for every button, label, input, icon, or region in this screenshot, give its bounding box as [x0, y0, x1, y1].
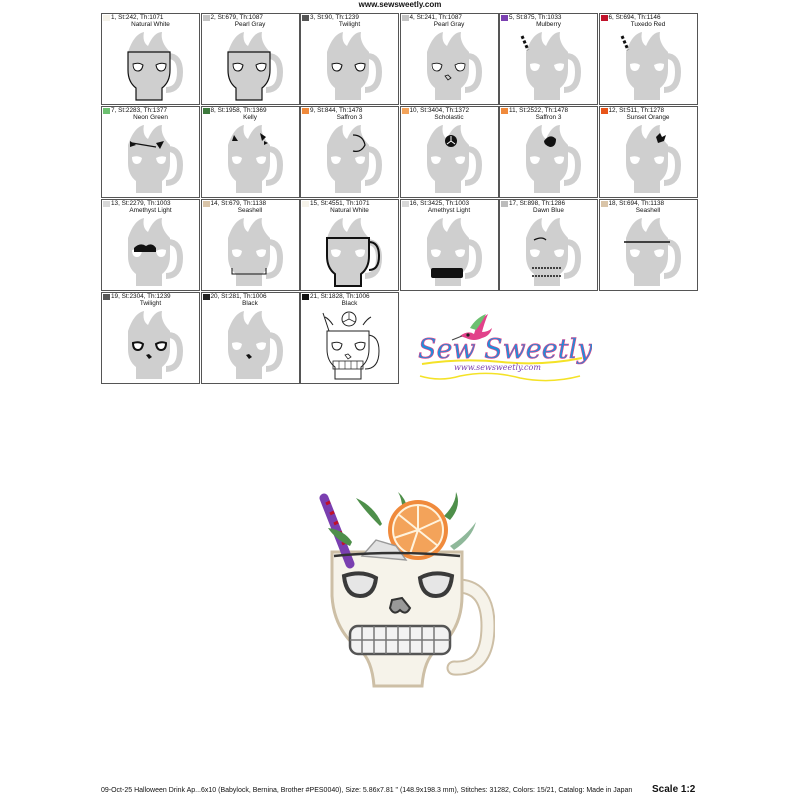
step-preview-icon [514, 121, 584, 197]
logo-url-text: www.sewsweetly.com [454, 363, 541, 372]
thread-color-name: Sunset Orange [626, 114, 670, 121]
site-url: www.sewsweetly.com [358, 0, 442, 9]
step-preview-icon [315, 214, 385, 290]
color-step-cell [400, 13, 499, 105]
color-step-cell [300, 106, 399, 198]
step-preview-icon [614, 121, 684, 197]
color-step-cell [101, 106, 200, 198]
color-step-cell [599, 106, 698, 198]
step-stitch-info: 4, St:241, Th:1087 [409, 14, 462, 21]
thread-color-name: Twilight [139, 300, 162, 307]
step-preview-icon [116, 121, 186, 197]
step-stitch-info: 6, St:694, Th:1146 [608, 14, 661, 21]
step-preview-icon [415, 28, 485, 104]
thread-color-name: Black [242, 300, 258, 307]
step-stitch-info: 2, St:679, Th:1087 [210, 14, 263, 21]
step-preview-icon [116, 214, 186, 290]
color-step-cell [201, 13, 300, 105]
thread-color-name: Dawn Blue [533, 207, 564, 214]
color-step-cell [300, 292, 399, 384]
color-step-cell [101, 199, 200, 291]
color-step-cell [101, 292, 200, 384]
step-stitch-info: 18, St:694, Th:1138 [608, 200, 665, 207]
color-step-cell [400, 106, 499, 198]
thread-color-name: Scholastic [434, 114, 464, 121]
thread-color-name: Seashell [237, 207, 263, 214]
color-step-cell [300, 199, 399, 291]
main-design-preview [310, 486, 495, 696]
step-stitch-info: 11, St:2522, Th:1478 [509, 107, 569, 114]
color-step-cell [499, 13, 598, 105]
step-preview-icon [216, 121, 286, 197]
thread-color-name: Black [341, 300, 358, 307]
thread-color-name: Pearl Gray [433, 21, 465, 28]
thread-color-name: Kelly [243, 114, 257, 121]
step-stitch-info: 14, St:679, Th:1138 [210, 200, 267, 207]
skull-teeth-icon [350, 626, 450, 654]
step-preview-icon [216, 307, 286, 383]
step-preview-icon [415, 214, 485, 290]
color-sequence-grid [101, 13, 698, 385]
color-step-cell [599, 13, 698, 105]
step-preview-icon [116, 307, 186, 383]
step-stitch-info: 15, St:4551, Th:1071 [310, 200, 370, 207]
color-step-cell [499, 106, 598, 198]
scale-label: Scale 1:2 [652, 784, 696, 795]
step-preview-icon [514, 214, 584, 290]
color-step-cell [201, 199, 300, 291]
color-step-cell [201, 106, 300, 198]
step-stitch-info: 3, St:90, Th:1239 [310, 14, 359, 21]
step-stitch-info: 5, St:875, Th:1033 [509, 14, 562, 21]
thread-color-name: Tuxedo Red [630, 21, 666, 28]
step-stitch-info: 16, St:3425, Th:1003 [409, 200, 470, 207]
step-preview-icon [216, 28, 286, 104]
step-preview-icon [614, 214, 684, 290]
thread-color-name: Twilight [338, 21, 361, 28]
step-preview-icon [315, 307, 385, 383]
footer-info: 09-Oct-25 Halloween Drink Ap...6x10 (Babylock, Bernina, Brother #PES0040), Size: 5.86x7.81 " (148.9x198.3 mm), Stitches: 31282, Colors: 15/21, Catalog: Made in Japan [101, 787, 633, 794]
step-stitch-info: 7, St:2283, Th:1377 [111, 107, 168, 114]
thread-color-name: Saffron 3 [336, 114, 363, 121]
step-preview-icon [614, 28, 684, 104]
step-stitch-info: 21, St:1828, Th:1006 [310, 293, 370, 300]
step-preview-icon [315, 28, 385, 104]
step-stitch-info: 10, St:3404, Th:1372 [409, 107, 470, 114]
sew-sweetly-logo [412, 306, 592, 386]
step-stitch-info: 1, St:242, Th:1071 [111, 14, 164, 21]
thread-color-name: Natural White [131, 21, 170, 28]
color-step-cell [400, 199, 499, 291]
step-stitch-info: 19, St:2304, Th:1239 [111, 293, 171, 300]
color-step-cell [300, 13, 399, 105]
step-preview-icon [315, 121, 385, 197]
step-stitch-info: 12, St:511, Th:1278 [608, 107, 665, 114]
color-step-cell [201, 292, 300, 384]
step-stitch-info: 13, St:2279, Th:1003 [111, 200, 171, 207]
thread-color-name: Seashell [635, 207, 661, 214]
step-preview-icon [415, 121, 485, 197]
color-step-cell [499, 199, 598, 291]
step-stitch-info: 20, St:281, Th:1006 [210, 293, 267, 300]
thread-color-name: Natural White [330, 207, 369, 214]
step-preview-icon [216, 214, 286, 290]
thread-color-name: Amethyst Light [427, 207, 471, 214]
color-step-cell [101, 13, 200, 105]
thread-color-name: Neon Green [133, 114, 168, 121]
step-stitch-info: 8, St:1958, Th:1369 [210, 107, 267, 114]
thread-color-name: Pearl Gray [234, 21, 266, 28]
step-preview-icon [116, 28, 186, 104]
thread-color-name: Mulberry [536, 21, 561, 28]
step-preview-icon [514, 28, 584, 104]
step-stitch-info: 9, St:844, Th:1478 [310, 107, 363, 114]
color-step-cell [599, 199, 698, 291]
thread-color-name: Saffron 3 [535, 114, 562, 121]
thread-color-name: Amethyst Light [129, 207, 172, 214]
step-stitch-info: 17, St:898, Th:1286 [509, 200, 566, 207]
logo-brand-text: Sew Sweetly [418, 334, 592, 365]
